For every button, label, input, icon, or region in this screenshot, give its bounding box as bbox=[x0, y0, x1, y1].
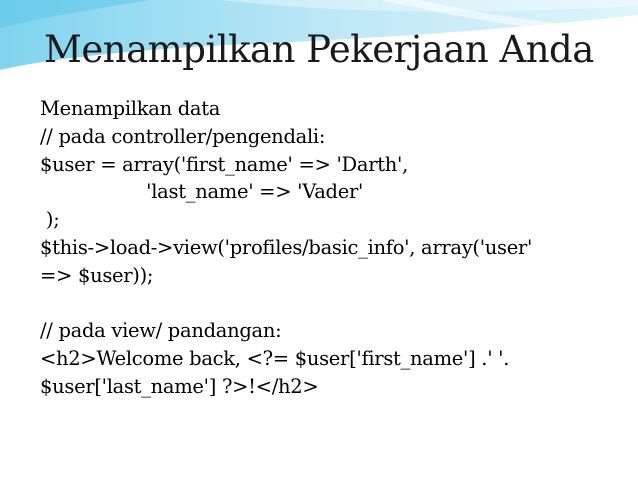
slide-title: Menampilkan Pekerjaan Anda bbox=[44, 28, 594, 71]
body-line: // pada controller/pengendali: bbox=[40, 124, 326, 148]
body-line: $this->load->view('profiles/basic_info', array('user' bbox=[40, 235, 533, 259]
body-line: $user = array('first_name' => 'Darth', bbox=[40, 152, 408, 176]
body-line: // pada view/ pandangan: bbox=[40, 319, 282, 343]
body-line: => $user)); bbox=[40, 263, 154, 287]
body-line bbox=[40, 290, 625, 318]
body-line: 'last_name' => 'Vader' bbox=[40, 180, 364, 204]
body-line: ); bbox=[40, 208, 60, 232]
body-line: $user['last_name'] ?>!</h2> bbox=[40, 374, 319, 398]
body-line: Menampilkan data bbox=[40, 97, 221, 120]
slide-body bbox=[40, 95, 625, 401]
body-line: <h2>Welcome back, <?= $user['first_name'] .' '. bbox=[40, 347, 510, 371]
